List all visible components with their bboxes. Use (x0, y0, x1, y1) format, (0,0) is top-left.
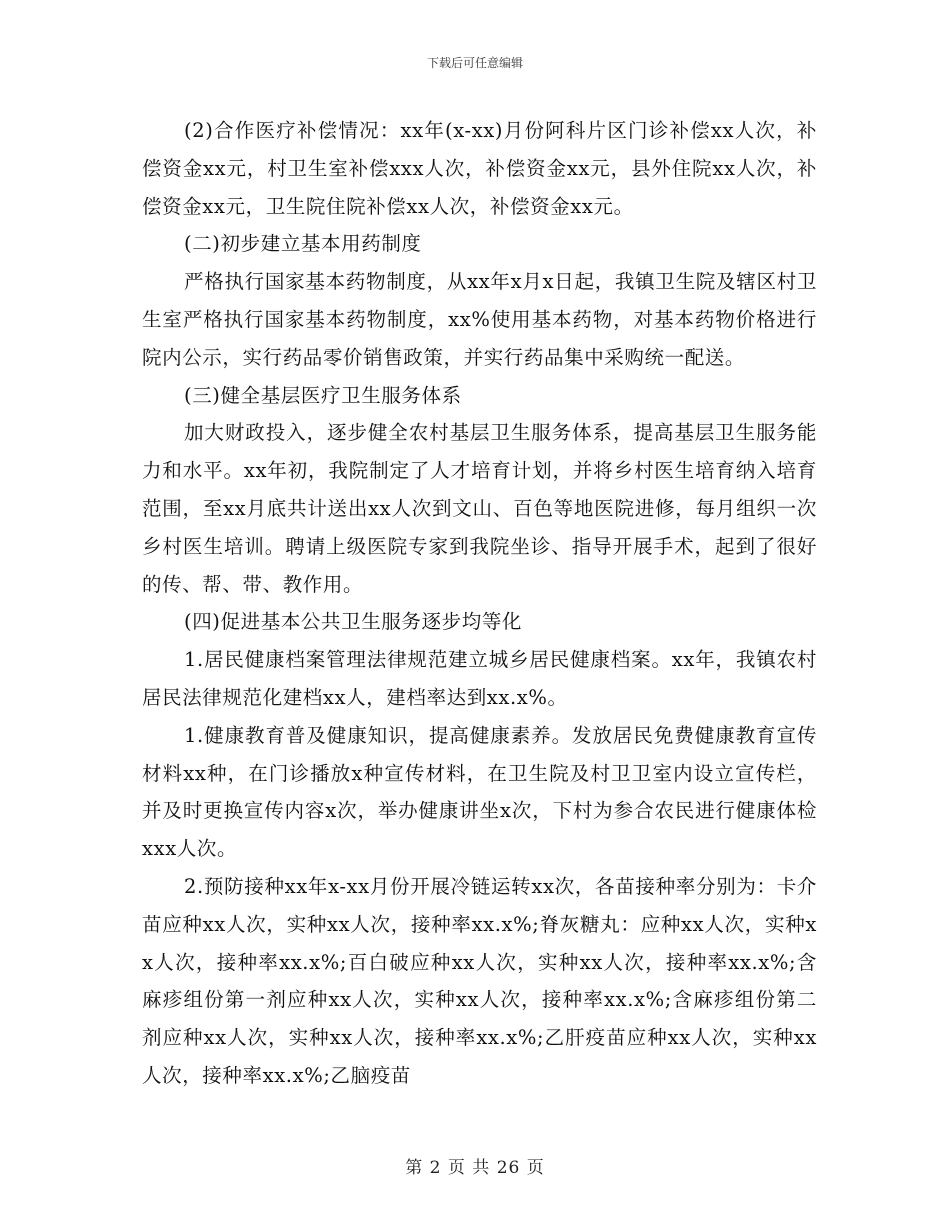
section-heading-service-system: (三)健全基层医疗卫生服务体系 (184, 383, 462, 407)
paragraph-health-records: 1.居民健康档案管理法律规范建立城乡居民健康档案。xx年，我镇农村居民法律规范化建档xx人，建档率达到xx.x%。 (142, 648, 817, 709)
footer-middle: 页 共 (447, 1158, 491, 1178)
footer-page-total: 26 (496, 1158, 521, 1178)
paragraph-essential-drugs: 严格执行国家基本药物制度，从xx年x月x日起，我镇卫生院及辖区村卫生室严格执行国家基本药物制度，xx%使用基本药物，对基本药物价格进行院内公示，实行药品零价销售政策，并实行药品集中采购统一配送。 (142, 270, 817, 369)
paragraph-compensation: (2)合作医疗补偿情况：xx年(x-xx)月份阿科片区门诊补偿xx人次，补偿资金xx元，村卫生室补偿xxx人次，补偿资金xx元，县外住院xx人次，补偿资金xx元，卫生院住院补偿xx人次，补偿资金xx元。 (142, 119, 817, 218)
paragraph-health-education: 1.健康教育普及健康知识，提高健康素养。发放居民免费健康教育宣传材料xx种，在门诊播放x种宣传材料，在卫生院及村卫卫室内设立宣传栏，并及时更换宣传内容x次，举办健康讲坐x次，下村为参合农民进行健康体检xxx人次。 (142, 723, 817, 861)
paragraph-service-system: 加大财政投入，逐步健全农村基层卫生服务体系，提高基层卫生服务能力和水平。xx年初，我院制定了人才培育计划，并将乡村医生培育纳入培育范围，至xx月底共计送出xx人次到文山、百色等地医院进修，每月组织一次乡村医生培训。聘请上级医院专家到我院坐诊、指导开展手术，起到了很好的传、帮、带、教作用。 (142, 421, 817, 596)
paragraph-vaccination: 2.预防接种xx年x-xx月份开展冷链运转xx次，各苗接种率分别为：卡介苗应种xx人次，实种xx人次，接种率xx.x%;脊灰糖丸：应种xx人次，实种xx人次，接种率xx.x%;百白破应种xx人次，实种xx人次，接种率xx.x%;含麻疹组份第一剂应种xx人次，实种xx人次，接种率xx.x%;含麻疹组份第二剂应种xx人次，实种xx人次，接种率xx.x%;乙肝疫苗应种xx人次，实种xx人次，接种率xx.x%;乙脑疫苗 (142, 874, 817, 1087)
section-heading-essential-drugs: (二)初步建立基本用药制度 (184, 232, 422, 256)
section-heading-public-health: (四)促进基本公共卫生服务逐步均等化 (184, 610, 523, 634)
footer-page-current: 2 (429, 1158, 442, 1178)
footer-prefix: 第 (405, 1158, 424, 1178)
footer-suffix: 页 (526, 1158, 545, 1178)
header-note: 下载后可任意编辑 (426, 56, 523, 70)
page-footer (0, 1153, 950, 1178)
document-body (142, 112, 817, 1095)
